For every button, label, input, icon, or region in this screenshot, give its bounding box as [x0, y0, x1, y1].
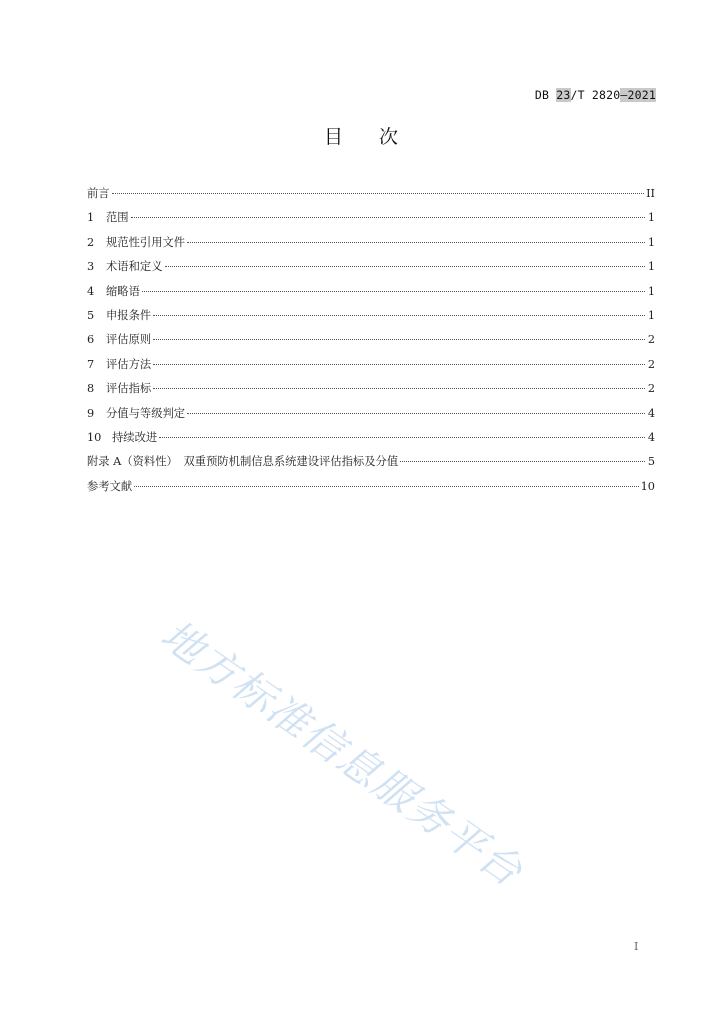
toc-title-char-1: 目 — [323, 126, 345, 148]
standard-code — [535, 88, 656, 102]
toc-entry-label: 分值与等级判定 — [106, 406, 186, 420]
toc-leader-dots — [112, 193, 644, 194]
toc-leader-dots — [153, 364, 645, 365]
toc-entry-number: 4 — [87, 284, 95, 298]
toc-leader-dots — [187, 413, 645, 414]
toc-leader-dots — [400, 461, 645, 462]
toc-entry-label: 前言 — [87, 187, 110, 200]
toc-entry-label: 范围 — [106, 211, 129, 225]
toc-entry-7[interactable] — [87, 356, 655, 380]
toc-entry-label: 评估指标 — [106, 382, 152, 396]
toc-title-char-2: 次 — [379, 126, 401, 148]
toc-entry-number: 6 — [87, 333, 95, 347]
toc-entry-6[interactable] — [87, 331, 655, 355]
toc-entry-10[interactable] — [87, 429, 655, 453]
toc-entry-label: 缩略语 — [106, 284, 140, 298]
toc-entry-4[interactable] — [87, 283, 655, 307]
toc-entry-page: 1 — [647, 284, 655, 298]
toc-entry-page: 2 — [647, 357, 655, 371]
toc-entry-foreword[interactable] — [87, 185, 655, 209]
toc-entry-number: 3 — [87, 260, 95, 274]
toc-entry-page: 1 — [647, 211, 655, 225]
toc-entry-9[interactable] — [87, 405, 655, 429]
code-highlight-1: 23 — [556, 88, 571, 102]
toc-leader-dots — [165, 266, 646, 267]
toc-title — [0, 122, 724, 149]
toc-leader-dots — [131, 217, 645, 218]
toc-entry-label: 评估方法 — [106, 357, 152, 371]
toc-leader-dots — [134, 486, 638, 487]
toc-leader-dots — [153, 388, 645, 389]
toc-entry-2[interactable] — [87, 234, 655, 258]
toc-entry-label: 申报条件 — [106, 308, 152, 322]
toc-entry-number: 1 — [87, 211, 95, 225]
table-of-contents — [87, 185, 655, 502]
code-highlight-2: —2021 — [620, 88, 656, 102]
toc-entry-page: 1 — [647, 235, 655, 249]
toc-leader-dots — [159, 437, 645, 438]
toc-entry-label: 规范性引用文件 — [106, 235, 186, 249]
toc-entry-number: 9 — [87, 406, 95, 420]
toc-entry-page: 5 — [647, 455, 655, 469]
toc-entry-number: 2 — [87, 235, 95, 249]
toc-entry-page: 2 — [647, 333, 655, 347]
toc-entry-3[interactable] — [87, 258, 655, 282]
toc-entry-8[interactable] — [87, 380, 655, 404]
toc-entry-page: II — [646, 187, 655, 200]
toc-entry-references[interactable] — [87, 478, 655, 502]
toc-entry-page: 10 — [640, 479, 655, 493]
code-middle: /T 2820 — [570, 88, 621, 102]
toc-entry-page: 4 — [647, 430, 655, 444]
toc-entry-5[interactable] — [87, 307, 655, 331]
toc-entry-number: 7 — [87, 357, 95, 371]
code-prefix: DB — [534, 88, 557, 102]
toc-leader-dots — [142, 291, 645, 292]
toc-entry-number: 10 — [87, 430, 102, 444]
toc-entry-label: 参考文献 — [87, 479, 133, 493]
toc-entry-label: 附录 A（资料性） 双重预防机制信息系统建设评估指标及分值 — [87, 455, 399, 469]
toc-entry-appendix-a[interactable] — [87, 453, 655, 477]
toc-entry-page: 1 — [647, 308, 655, 322]
toc-entry-label: 评估原则 — [106, 333, 152, 347]
page-number: I — [634, 940, 639, 953]
toc-entry-1[interactable] — [87, 209, 655, 233]
toc-entry-label: 持续改进 — [112, 430, 158, 444]
toc-entry-number: 5 — [87, 308, 95, 322]
toc-entry-number: 8 — [87, 382, 95, 396]
toc-leader-dots — [187, 242, 645, 243]
watermark-text: 地方标准信息服务平台 — [152, 610, 533, 897]
toc-leader-dots — [153, 315, 645, 316]
toc-entry-page: 4 — [647, 406, 655, 420]
toc-entry-page: 1 — [647, 260, 655, 274]
toc-entry-page: 2 — [647, 382, 655, 396]
toc-entry-label: 术语和定义 — [106, 260, 163, 274]
toc-leader-dots — [153, 339, 645, 340]
